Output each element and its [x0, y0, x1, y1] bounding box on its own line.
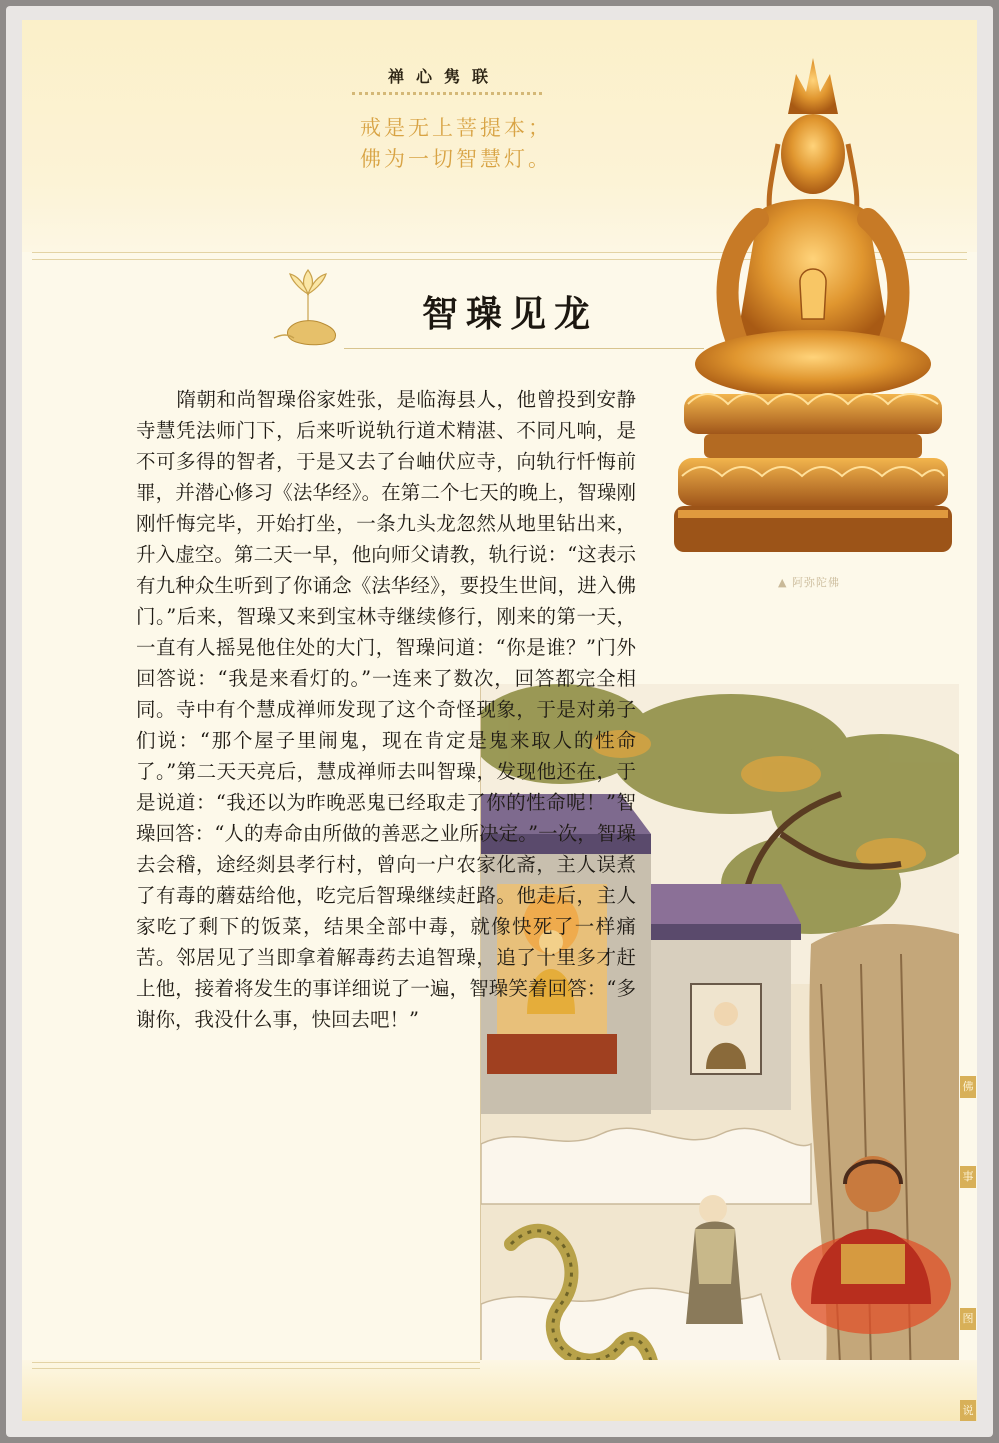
- side-tab-2: 事: [960, 1166, 976, 1188]
- couplet-line-1: 戒是无上菩提本；: [360, 116, 552, 140]
- lotus-hand-icon: [268, 264, 348, 356]
- side-tab-3: 图: [960, 1308, 976, 1330]
- footer-divider: [32, 1362, 480, 1369]
- couplet-line-2: 佛为一切智慧灯。: [360, 147, 552, 171]
- side-tab-4: 说: [960, 1400, 976, 1421]
- footer-band: [22, 1360, 977, 1421]
- series-title: 禅心隽联: [387, 67, 500, 86]
- article-title: 智璪见龙: [422, 293, 599, 335]
- article-body: [136, 384, 636, 1035]
- statue-caption: ▲ 阿弥陀佛: [778, 576, 840, 589]
- article-body-text: 隋朝和尚智璪俗家姓张，是临海县人，他曾投到安静寺慧凭法师门下，后来听说轨行道术精湛、不同凡响，是不可多得的智者，于是又去了台岫伏应寺，向轨行忏悔前罪，并潜心修习《法华经》。在第二个七天的晚上，智璪刚刚忏悔完毕，开始打坐，一条九头龙忽然从地里钻出来，升入虚空。第二天一早，他向师父请教，轨行说：“这表示有九种众生听到了你诵念《法华经》，要投生世间，进入佛门。”后来，智璪又来到宝林寺继续修行，刚来的第一天，一直有人摇晃他住处的大门，智璪问道：“你是谁？”门外回答说：“我是来看灯的。”一连来了数次，回答都完全相同。寺中有个慧成禅师发现了这个奇怪现象，于是对弟子们说：“那个屋子里闹鬼，现在肯定是鬼来取人的性命了。”第二天天亮后，慧成禅师去叫智璪，发现他还在，于是说道：“我还以为昨晚恶鬼已经取走了你的性命呢！”智璪回答：“人的寿命由所做的善恶之业所决定。”一次，智璪去会稽，途经剡县孝行村，曾向一户农家化斋，主人误煮了有毒的蘑菇给他，吃完后智璪继续赶路。他走后，主人家吃了剩下的饭菜，结果全部中毒，就像快死了一样痛苦。邻居见了当即拿着解毒药去追智璪，追了十里多才赶上他，接着将发生的事详细说了一遍，智璪笑着回答：“多谢你，我没什么事，快回去吧！”: [136, 388, 636, 1031]
- series-title-ornament: [352, 92, 542, 101]
- amitabha-statue-image: [648, 44, 977, 564]
- book-page: [22, 20, 977, 1421]
- side-tab-1: 佛: [960, 1076, 976, 1098]
